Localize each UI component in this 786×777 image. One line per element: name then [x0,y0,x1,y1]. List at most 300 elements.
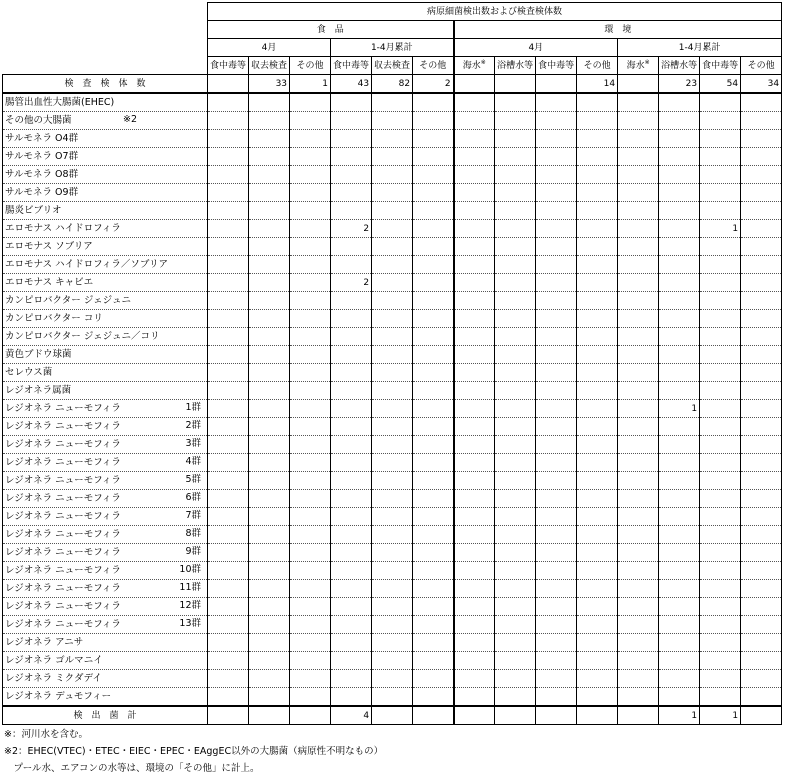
count-cell [413,472,454,490]
samples-value [618,75,659,94]
count-cell [290,508,331,526]
table-row [3,93,782,112]
count-cell [208,436,249,454]
organism-name: レジオネラ属菌 [5,384,72,396]
count-cell [741,292,782,310]
total-value [495,706,536,725]
count-cell [618,346,659,364]
count-cell [495,93,536,112]
count-cell [700,130,741,148]
count-cell [249,400,290,418]
count-cell [454,418,495,436]
count-cell [454,202,495,220]
count-cell [536,472,577,490]
count-cell [618,652,659,670]
count-cell [331,598,372,616]
count-cell [249,544,290,562]
count-cell [208,634,249,652]
count-cell [700,418,741,436]
count-cell [741,166,782,184]
organism-name: 腸管出血性大腸菌(EHEC) [5,96,115,108]
count-cell [618,616,659,634]
count-cell [331,202,372,220]
table-row [3,220,782,238]
count-cell [249,616,290,634]
count-cell [454,238,495,256]
count-cell [331,256,372,274]
count-cell [700,382,741,400]
count-cell [249,220,290,238]
count-cell [536,310,577,328]
count-cell [290,652,331,670]
count-cell [741,454,782,472]
organism-name: レジオネラ デュモフィー [5,690,112,702]
count-cell [577,202,618,220]
count-cell [331,310,372,328]
samples-value [208,75,249,94]
count-cell [700,508,741,526]
count-cell [454,688,495,707]
count-cell [331,562,372,580]
footnote-3: プール水、エアコンの水等は、環境の「その他」に計上。 [4,763,260,774]
count-cell [741,148,782,166]
count-cell [577,148,618,166]
col-env-other-cum: その他 [741,57,782,75]
table-row [3,634,782,652]
count-cell [331,418,372,436]
organism-name: その他の大腸菌 [5,114,72,126]
count-cell [290,238,331,256]
footnote-2: ※2：EHEC(VTEC)・ETEC・EIEC・EPEC・EAggEC以外の大腸菌（病原性不明なもの） [4,746,384,757]
count-cell [618,436,659,454]
organism-label [3,580,208,598]
table-row [3,490,782,508]
samples-value: 43 [331,75,372,94]
environment-header: 環 境 [454,21,782,39]
organism-suffix: 7群 [185,510,201,521]
count-cell [208,616,249,634]
count-cell [659,256,700,274]
count-cell [208,382,249,400]
count-cell [331,490,372,508]
count-cell [536,508,577,526]
count-cell [331,130,372,148]
count-cell [495,346,536,364]
table-row [3,364,782,382]
count-cell [536,490,577,508]
count-cell [618,508,659,526]
organism-label [3,418,208,436]
count-cell [208,598,249,616]
col-env-outbreak-cum: 食中毒等 [700,57,741,75]
count-cell [249,562,290,580]
count-cell [618,400,659,418]
organism-label [3,508,208,526]
total-label: 検 出 菌 計 [3,706,208,725]
count-cell [290,166,331,184]
count-cell [495,490,536,508]
count-cell [249,364,290,382]
count-cell [741,616,782,634]
count-cell [249,652,290,670]
count-cell [454,562,495,580]
count-cell [413,346,454,364]
count-cell [741,238,782,256]
count-cell [659,202,700,220]
count-cell [495,130,536,148]
count-cell [454,472,495,490]
organism-label [3,346,208,364]
count-cell [495,382,536,400]
organism-label [3,436,208,454]
count-cell [208,526,249,544]
count-cell [413,93,454,112]
col-food-inspection-cum: 収去検査 [372,57,413,75]
count-cell [290,400,331,418]
count-cell [413,148,454,166]
organism-name: レジオネラ ニューモフィラ [5,564,121,576]
count-cell [536,562,577,580]
count-cell [741,544,782,562]
count-cell [454,652,495,670]
food-month-header: 4月 [208,39,331,57]
count-cell [495,256,536,274]
count-cell [208,310,249,328]
count-cell [290,634,331,652]
organism-label [3,670,208,688]
count-cell [290,382,331,400]
count-cell [413,526,454,544]
count-cell [536,688,577,707]
count-cell [618,670,659,688]
count-cell [659,93,700,112]
col-env-seawater-label: 海水 [462,60,481,71]
count-cell [454,436,495,454]
count-cell [659,310,700,328]
count-cell [208,346,249,364]
count-cell [249,310,290,328]
total-value [208,706,249,725]
organism-name: エロモナス ハイドロフィラ／ソブリア [5,258,169,270]
count-cell [495,436,536,454]
count-cell [454,526,495,544]
count-cell [249,148,290,166]
count-cell [413,184,454,202]
count-cell [331,148,372,166]
total-value [249,706,290,725]
table-row [3,274,782,292]
count-cell [741,418,782,436]
count-cell [536,400,577,418]
organism-name: レジオネラ ニューモフィラ [5,600,121,612]
count-cell [208,292,249,310]
organism-name: サルモネラ O9群 [5,186,79,198]
organism-label [3,148,208,166]
count-cell [290,310,331,328]
count-cell [249,670,290,688]
count-cell [741,130,782,148]
organism-suffix: 4群 [185,456,201,467]
count-cell [741,526,782,544]
organism-label [3,130,208,148]
organism-label [3,292,208,310]
organism-name: 黄色ブドウ球菌 [5,348,72,360]
count-cell [454,166,495,184]
count-cell [290,148,331,166]
count-cell [618,526,659,544]
count-cell [618,166,659,184]
count-cell [454,112,495,130]
count-cell [208,508,249,526]
count-cell [700,562,741,580]
organism-label [3,274,208,292]
count-cell [659,688,700,707]
count-cell [618,364,659,382]
table-row [3,526,782,544]
table-row [3,238,782,256]
organism-suffix: 13群 [179,618,201,629]
footnote-1: ※：河川水を含む。 [4,729,88,740]
count-cell [372,256,413,274]
count-cell [659,652,700,670]
count-cell [700,292,741,310]
count-cell [577,598,618,616]
count-cell [659,598,700,616]
count-cell [290,544,331,562]
organism-name: カンピロバクター ジェジュニ／コリ [5,330,160,342]
count-cell [659,148,700,166]
count-cell [208,400,249,418]
organism-suffix: 8群 [185,528,201,539]
count-cell [495,238,536,256]
count-cell [536,670,577,688]
organism-name: レジオネラ ニューモフィラ [5,528,121,540]
count-cell [536,238,577,256]
count-cell [208,670,249,688]
count-cell [618,112,659,130]
count-cell [536,580,577,598]
count-cell [372,418,413,436]
count-cell [290,580,331,598]
count-cell [495,472,536,490]
organism-name: レジオネラ ニューモフィラ [5,510,121,522]
count-cell [495,202,536,220]
table-row [3,454,782,472]
count-cell [659,634,700,652]
count-cell [208,148,249,166]
total-value [290,706,331,725]
count-cell [659,526,700,544]
organism-label [3,364,208,382]
count-cell [372,328,413,346]
count-cell [577,652,618,670]
samples-value: 33 [249,75,290,94]
count-cell [741,652,782,670]
count-cell [577,508,618,526]
count-cell [413,130,454,148]
count-cell [372,526,413,544]
count-cell [700,454,741,472]
count-cell [700,634,741,652]
organism-name: レジオネラ ニューモフィラ [5,420,121,432]
table-row [3,184,782,202]
col-food-outbreak-cum: 食中毒等 [331,57,372,75]
count-cell [331,382,372,400]
organism-suffix: 10群 [179,564,201,575]
count-cell [700,346,741,364]
count-cell [290,202,331,220]
count-cell [577,238,618,256]
count-cell [290,562,331,580]
samples-value: 54 [700,75,741,94]
count-cell [659,616,700,634]
count-cell [413,634,454,652]
organism-name: エロモナス キャビエ [5,276,94,288]
count-cell [454,184,495,202]
count-cell [413,580,454,598]
count-cell [413,490,454,508]
organism-suffix: 2群 [185,420,201,431]
count-cell [741,112,782,130]
count-cell [618,688,659,707]
count-cell [208,112,249,130]
count-cell [618,130,659,148]
food-header: 食 品 [208,21,454,39]
count-cell [208,454,249,472]
total-value: 1 [700,706,741,725]
count-cell [495,616,536,634]
count-cell [413,670,454,688]
count-cell [700,580,741,598]
count-cell [208,688,249,707]
count-cell [700,472,741,490]
count-cell [577,346,618,364]
count-cell [577,670,618,688]
count-cell [372,148,413,166]
count-cell [577,436,618,454]
count-cell [208,544,249,562]
count-cell [741,364,782,382]
count-cell [495,598,536,616]
count-cell [741,688,782,707]
count-cell [741,508,782,526]
count-cell [249,93,290,112]
count-cell [659,544,700,562]
organism-label [3,472,208,490]
table-row [3,652,782,670]
count-cell [331,472,372,490]
organism-label [3,202,208,220]
count-cell [208,418,249,436]
count-cell [536,202,577,220]
total-value [454,706,495,725]
organism-label [3,544,208,562]
count-cell [290,256,331,274]
organism-name: レジオネラ ニューモフィラ [5,474,121,486]
organism-name: レジオネラ ニューモフィラ [5,618,121,630]
pathogen-table [2,2,782,725]
count-cell [413,652,454,670]
col-food-inspection: 収去検査 [249,57,290,75]
count-cell [454,220,495,238]
count-cell [577,544,618,562]
count-cell [290,364,331,382]
count-cell [741,598,782,616]
col-food-other: その他 [290,57,331,75]
count-cell [413,688,454,707]
total-value [536,706,577,725]
count-cell [536,364,577,382]
samples-row [3,75,782,94]
count-cell [249,112,290,130]
count-cell [700,148,741,166]
count-cell [372,130,413,148]
count-cell [413,328,454,346]
table-row [3,670,782,688]
count-cell [700,93,741,112]
count-cell [577,166,618,184]
count-cell [495,292,536,310]
organism-suffix: 6群 [185,492,201,503]
count-cell [372,544,413,562]
col-env-seawater-cum [618,57,659,75]
count-cell [413,112,454,130]
organism-name: レジオネラ ニューモフィラ [5,492,121,504]
count-cell [536,418,577,436]
table-row [3,436,782,454]
count-cell [577,580,618,598]
count-cell [249,238,290,256]
count-cell [413,418,454,436]
count-cell [290,526,331,544]
count-cell [659,220,700,238]
count-cell [495,418,536,436]
count-cell [454,634,495,652]
table-row [3,202,782,220]
count-cell [290,598,331,616]
count-cell [495,580,536,598]
count-cell [741,436,782,454]
table-row [3,310,782,328]
food-cumulative-header: 1-4月累計 [331,39,454,57]
count-cell [372,220,413,238]
count-cell [249,346,290,364]
count-cell [249,202,290,220]
count-cell [536,346,577,364]
total-value: 1 [659,706,700,725]
count-cell [700,274,741,292]
organism-label [3,328,208,346]
count-cell [454,292,495,310]
count-cell [454,616,495,634]
organism-suffix: 9群 [185,546,201,557]
count-cell [208,274,249,292]
count-cell [331,93,372,112]
count-cell [413,436,454,454]
seawater-note-mark: ※ [480,58,486,66]
count-cell [249,436,290,454]
count-cell [413,400,454,418]
count-cell [659,328,700,346]
count-cell [495,364,536,382]
organism-label [3,616,208,634]
count-cell [372,508,413,526]
organism-name: レジオネラ アニサ [5,636,84,648]
organism-label [3,490,208,508]
count-cell [659,364,700,382]
count-cell [536,616,577,634]
count-cell [536,454,577,472]
